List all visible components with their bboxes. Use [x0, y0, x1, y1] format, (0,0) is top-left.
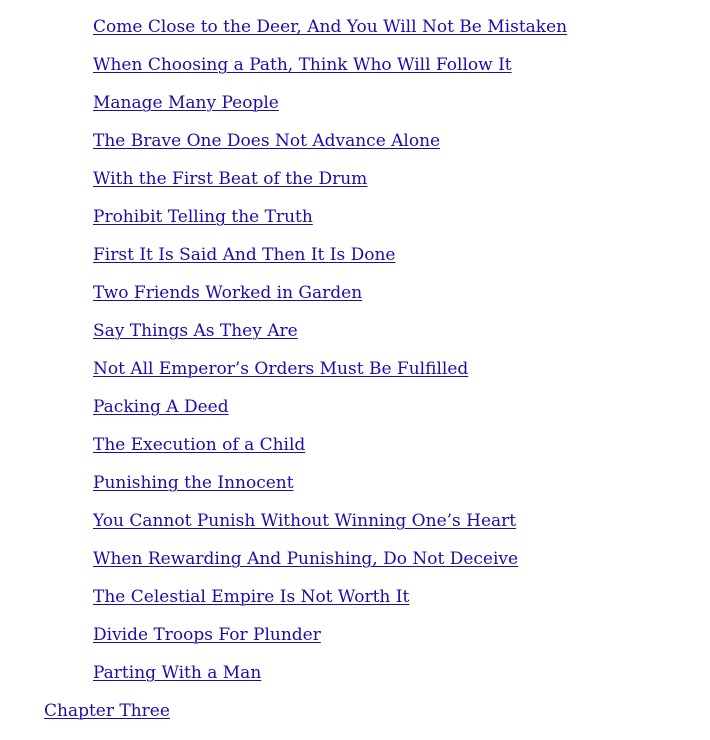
toc-link[interactable]: When Rewarding And Punishing, Do Not Deceive — [93, 549, 519, 569]
toc-link[interactable]: The Celestial Empire Is Not Worth It — [93, 587, 410, 607]
toc-link[interactable]: Manage Many People — [93, 93, 279, 113]
toc-link[interactable]: With the First Beat of the Drum — [93, 169, 368, 189]
toc-chapter-link[interactable]: Chapter Three — [44, 701, 170, 721]
toc-link[interactable]: Packing A Deed — [93, 397, 229, 417]
toc-link[interactable]: Come Close to the Deer, And You Will Not Be Mistaken — [93, 17, 568, 37]
toc-link[interactable]: Parting With a Man — [93, 663, 262, 683]
toc-link[interactable]: When Choosing a Path, Think Who Will Follow It — [93, 55, 512, 75]
toc-link[interactable]: Prohibit Telling the Truth — [93, 207, 313, 227]
toc-link[interactable]: The Execution of a Child — [93, 435, 306, 455]
toc-link[interactable]: You Cannot Punish Without Winning One’s Heart — [93, 511, 517, 531]
toc-link[interactable]: First It Is Said And Then It Is Done — [93, 245, 396, 265]
toc-link[interactable]: Not All Emperor’s Orders Must Be Fulfilled — [93, 359, 469, 379]
toc-link[interactable]: Punishing the Innocent — [93, 473, 294, 493]
toc-link[interactable]: The Brave One Does Not Advance Alone — [93, 131, 441, 151]
toc-link[interactable]: Two Friends Worked in Garden — [93, 283, 363, 303]
toc-link[interactable]: Say Things As They Are — [93, 321, 298, 341]
toc-link[interactable]: Divide Troops For Plunder — [93, 625, 321, 645]
